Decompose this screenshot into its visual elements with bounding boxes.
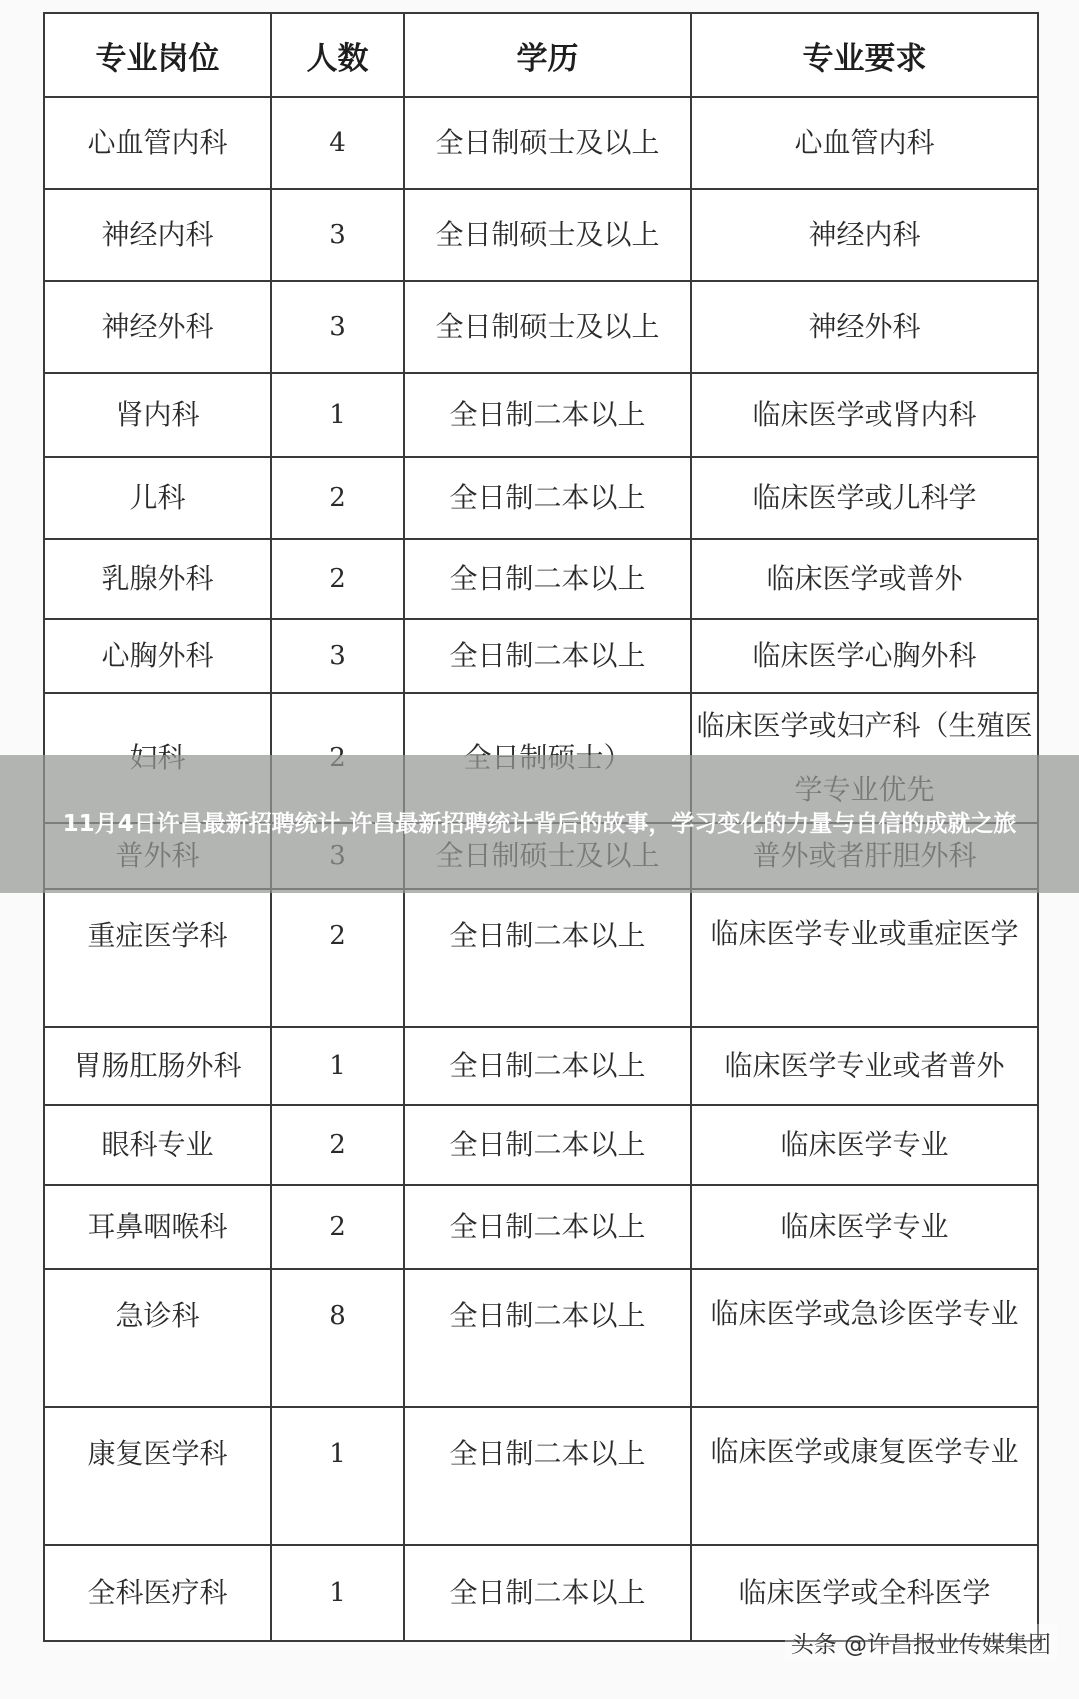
cell-major: 临床医学或肾内科 [691,373,1038,457]
source-watermark: 头条 @许昌报业传媒集团 [785,1624,1057,1661]
cell-count: 2 [271,1105,404,1185]
cell-position: 眼科专业 [44,1105,271,1185]
cell-education: 全日制二本以上 [404,457,691,539]
table-row [44,457,1038,539]
cell-position: 全科医疗科 [44,1545,271,1641]
cell-education: 全日制硕士及以上 [404,281,691,373]
header-count: 人数 [271,13,404,97]
cell-count: 1 [271,1407,404,1545]
cell-count: 2 [271,889,404,1027]
cell-count: 1 [271,1545,404,1641]
header-major: 专业要求 [691,13,1038,97]
cell-position: 心血管内科 [44,97,271,189]
cell-position: 康复医学科 [44,1407,271,1545]
cell-position: 耳鼻咽喉科 [44,1185,271,1269]
cell-count: 2 [271,457,404,539]
cell-major: 临床医学或急诊医学专业 [691,1269,1038,1407]
cell-count: 2 [271,1185,404,1269]
cell-major: 临床医学专业 [691,1105,1038,1185]
cell-major: 心血管内科 [691,97,1038,189]
cell-education: 全日制二本以上 [404,539,691,619]
header-education: 学历 [404,13,691,97]
cell-major: 临床医学或康复医学专业 [691,1407,1038,1545]
cell-count: 1 [271,1027,404,1105]
cell-position: 胃肠肛肠外科 [44,1027,271,1105]
table-row [44,1027,1038,1105]
table-row [44,1407,1038,1545]
table-row [44,889,1038,1027]
cell-major: 临床医学专业或重症医学 [691,889,1038,1027]
cell-education: 全日制二本以上 [404,619,691,693]
cell-major: 临床医学或儿科学 [691,457,1038,539]
cell-position: 神经外科 [44,281,271,373]
table-row [44,539,1038,619]
cell-position: 急诊科 [44,1269,271,1407]
cell-count: 8 [271,1269,404,1407]
cell-education: 全日制二本以上 [404,889,691,1027]
table-header [44,13,1038,97]
cell-major: 临床医学或普外 [691,539,1038,619]
cell-education: 全日制二本以上 [404,1185,691,1269]
header-position: 专业岗位 [44,13,271,97]
cell-count: 3 [271,281,404,373]
cell-education: 全日制二本以上 [404,373,691,457]
cell-count: 3 [271,189,404,281]
cell-education: 全日制二本以上 [404,1269,691,1407]
cell-education: 全日制二本以上 [404,1027,691,1105]
cell-position: 心胸外科 [44,619,271,693]
table-row [44,619,1038,693]
cell-major: 临床医学心胸外科 [691,619,1038,693]
table-row [44,1269,1038,1407]
cell-major: 临床医学专业或者普外 [691,1027,1038,1105]
table-row [44,281,1038,373]
cell-position: 神经内科 [44,189,271,281]
cell-position: 儿科 [44,457,271,539]
cell-count: 1 [271,373,404,457]
title-overlay-banner [0,755,1079,893]
table-row [44,97,1038,189]
cell-education: 全日制硕士及以上 [404,189,691,281]
table-row [44,373,1038,457]
cell-education: 全日制二本以上 [404,1545,691,1641]
cell-education: 全日制二本以上 [404,1407,691,1545]
cell-major: 神经内科 [691,189,1038,281]
cell-education: 全日制二本以上 [404,1105,691,1185]
overlay-title: 11月4日许昌最新招聘统计,许昌最新招聘统计背后的故事，学习变化的力量与自信的成就之旅 [62,811,1017,837]
cell-education: 全日制硕士及以上 [404,97,691,189]
cell-position: 重症医学科 [44,889,271,1027]
cell-count: 2 [271,539,404,619]
table-row [44,189,1038,281]
table-row [44,1105,1038,1185]
cell-position: 肾内科 [44,373,271,457]
cell-position: 乳腺外科 [44,539,271,619]
cell-major: 临床医学或全科医学 [691,1545,1038,1641]
cell-major: 临床医学或妇产科（生殖医 [691,693,1038,823]
cell-major: 临床医学专业 [691,1185,1038,1269]
cell-count: 4 [271,97,404,189]
cell-count: 3 [271,619,404,693]
cell-major: 神经外科 [691,281,1038,373]
table-row [44,1185,1038,1269]
